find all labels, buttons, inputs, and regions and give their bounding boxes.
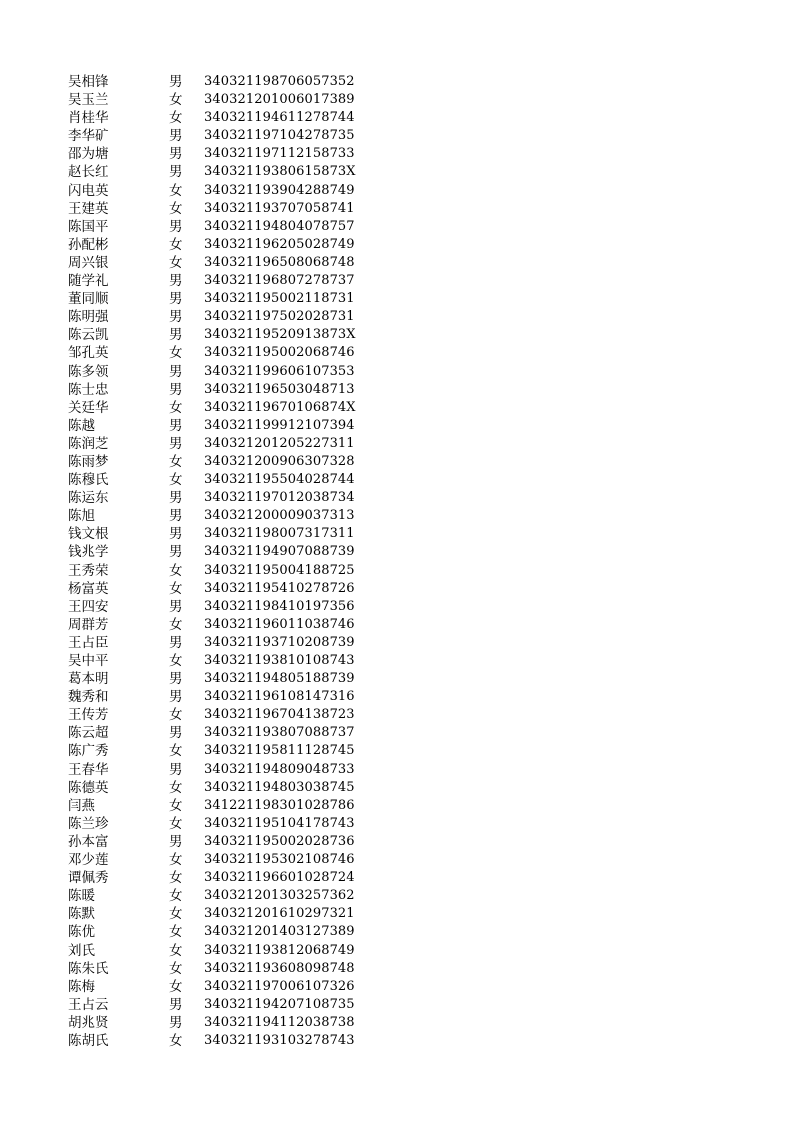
gender-cell: 男 bbox=[169, 327, 183, 344]
name-cell: 王秀荣 bbox=[68, 562, 109, 579]
table-row bbox=[68, 1032, 368, 1050]
gender-cell: 女 bbox=[169, 399, 183, 416]
name-cell: 陈士忠 bbox=[68, 381, 109, 398]
table-row bbox=[68, 453, 368, 471]
table-row bbox=[68, 779, 368, 797]
gender-cell: 男 bbox=[169, 363, 183, 380]
id-number-cell: 340321196011038746 bbox=[204, 616, 355, 632]
table-row bbox=[68, 706, 368, 724]
gender-cell: 男 bbox=[169, 833, 183, 850]
table-row bbox=[68, 507, 368, 525]
name-cell: 周兴银 bbox=[68, 254, 109, 271]
name-cell: 陈旭 bbox=[68, 508, 95, 525]
id-number-cell: 340321194907088739 bbox=[204, 544, 355, 560]
name-cell: 陈广秀 bbox=[68, 743, 109, 760]
name-cell: 周群芳 bbox=[68, 616, 109, 633]
gender-cell: 女 bbox=[169, 942, 183, 959]
gender-cell: 男 bbox=[169, 417, 183, 434]
gender-cell: 女 bbox=[169, 1032, 183, 1049]
name-cell: 陈越 bbox=[68, 417, 95, 434]
table-row bbox=[68, 399, 368, 417]
id-number-cell: 340321197112158733 bbox=[204, 146, 355, 162]
gender-cell: 男 bbox=[169, 74, 183, 90]
name-cell: 陈多领 bbox=[68, 363, 109, 380]
id-number-cell: 340321201205227311 bbox=[204, 435, 355, 451]
gender-cell: 男 bbox=[169, 128, 183, 145]
table-row bbox=[68, 435, 368, 453]
name-cell: 魏秀和 bbox=[68, 689, 109, 706]
id-number-cell: 340321195302108746 bbox=[204, 852, 355, 868]
table-row bbox=[68, 652, 368, 670]
table-row bbox=[68, 489, 368, 507]
id-number-cell: 340321194804078757 bbox=[204, 218, 355, 234]
gender-cell: 男 bbox=[169, 689, 183, 706]
name-cell: 吴相锋 bbox=[68, 74, 109, 90]
name-cell: 孙配彬 bbox=[68, 236, 109, 253]
table-row bbox=[68, 815, 368, 833]
name-cell: 随学礼 bbox=[68, 273, 109, 290]
table-row bbox=[68, 851, 368, 869]
name-cell: 赵长红 bbox=[68, 164, 109, 181]
table-row bbox=[68, 634, 368, 652]
gender-cell: 男 bbox=[169, 544, 183, 561]
table-row bbox=[68, 254, 368, 272]
table-row bbox=[68, 73, 368, 91]
gender-cell: 男 bbox=[169, 1014, 183, 1031]
table-row bbox=[68, 960, 368, 978]
id-number-cell: 340321201610297321 bbox=[204, 906, 355, 922]
id-number-cell: 340321195002068746 bbox=[204, 345, 355, 361]
table-row bbox=[68, 381, 368, 399]
name-cell: 谭佩秀 bbox=[68, 870, 109, 887]
table-row bbox=[68, 290, 368, 308]
gender-cell: 男 bbox=[169, 598, 183, 615]
gender-cell: 男 bbox=[169, 218, 183, 235]
name-cell: 葛本明 bbox=[68, 671, 109, 688]
table-row bbox=[68, 996, 368, 1014]
gender-cell: 女 bbox=[169, 345, 183, 362]
table-row bbox=[68, 978, 368, 996]
id-number-cell: 340321197012038734 bbox=[204, 490, 355, 506]
name-cell: 陈暖 bbox=[68, 888, 95, 905]
table-row bbox=[68, 218, 368, 236]
id-number-cell: 340321195504028744 bbox=[204, 472, 355, 488]
id-number-cell: 340321194805188739 bbox=[204, 671, 355, 687]
gender-cell: 男 bbox=[169, 435, 183, 452]
name-cell: 吴中平 bbox=[68, 653, 109, 669]
table-row bbox=[68, 923, 368, 941]
id-number-cell: 340321193707058741 bbox=[204, 200, 355, 216]
name-cell: 杨富英 bbox=[68, 580, 109, 597]
id-number-cell: 340321200009037313 bbox=[204, 508, 355, 524]
gender-cell: 女 bbox=[169, 743, 183, 760]
gender-cell: 女 bbox=[169, 616, 183, 633]
name-cell: 钱文根 bbox=[68, 526, 109, 543]
roster-table bbox=[68, 73, 368, 1050]
id-number-cell: 340321193810108743 bbox=[204, 653, 355, 668]
id-number-cell: 340321194803038745 bbox=[204, 779, 355, 795]
table-row bbox=[68, 236, 368, 254]
gender-cell: 女 bbox=[169, 182, 183, 199]
name-cell: 王春华 bbox=[68, 761, 109, 778]
gender-cell: 女 bbox=[169, 562, 183, 579]
id-number-cell: 340321193608098748 bbox=[204, 960, 355, 976]
gender-cell: 男 bbox=[169, 761, 183, 778]
gender-cell: 男 bbox=[169, 291, 183, 308]
id-number-cell: 340321195002028736 bbox=[204, 833, 355, 849]
name-cell: 王四安 bbox=[68, 598, 109, 615]
table-row bbox=[68, 869, 368, 887]
table-row bbox=[68, 688, 368, 706]
name-cell: 陈德英 bbox=[68, 779, 109, 796]
id-number-cell: 340321194611278744 bbox=[204, 110, 355, 126]
id-number-cell: 34032119520913873X bbox=[204, 327, 356, 343]
name-cell: 王占臣 bbox=[68, 634, 109, 651]
gender-cell: 男 bbox=[169, 381, 183, 398]
table-row bbox=[68, 887, 368, 905]
id-number-cell: 340321196108147316 bbox=[204, 689, 355, 705]
name-cell: 刘氏 bbox=[68, 942, 95, 959]
name-cell: 邓少莲 bbox=[68, 852, 109, 869]
id-number-cell: 34032119670106874X bbox=[204, 399, 356, 415]
name-cell: 陈兰珍 bbox=[68, 815, 109, 832]
id-number-cell: 340321201006017389 bbox=[204, 92, 355, 108]
table-row bbox=[68, 344, 368, 362]
id-number-cell: 340321196508068748 bbox=[204, 254, 355, 270]
id-number-cell: 340321197104278735 bbox=[204, 128, 355, 144]
gender-cell: 男 bbox=[169, 490, 183, 507]
gender-cell: 男 bbox=[169, 508, 183, 525]
table-row bbox=[68, 942, 368, 960]
name-cell: 陈运东 bbox=[68, 490, 109, 507]
name-cell: 邵为塘 bbox=[68, 146, 109, 163]
id-number-cell: 340321196205028749 bbox=[204, 236, 355, 252]
table-row bbox=[68, 363, 368, 381]
id-number-cell: 340321198706057352 bbox=[204, 74, 355, 89]
id-number-cell: 340321193904288749 bbox=[204, 182, 355, 198]
table-row bbox=[68, 598, 368, 616]
name-cell: 孙本富 bbox=[68, 833, 109, 850]
table-row bbox=[68, 616, 368, 634]
gender-cell: 女 bbox=[169, 924, 183, 941]
table-row bbox=[68, 163, 368, 181]
gender-cell: 女 bbox=[169, 580, 183, 597]
gender-cell: 女 bbox=[169, 815, 183, 832]
gender-cell: 女 bbox=[169, 92, 183, 109]
name-cell: 关廷华 bbox=[68, 399, 109, 416]
name-cell: 胡兆贤 bbox=[68, 1014, 109, 1031]
name-cell: 肖桂华 bbox=[68, 110, 109, 127]
table-row bbox=[68, 417, 368, 435]
id-number-cell: 340321193710208739 bbox=[204, 634, 355, 650]
table-row bbox=[68, 525, 368, 543]
name-cell: 吴玉兰 bbox=[68, 92, 109, 109]
id-number-cell: 340321199606107353 bbox=[204, 363, 355, 379]
table-row bbox=[68, 272, 368, 290]
gender-cell: 女 bbox=[169, 110, 183, 127]
table-row bbox=[68, 905, 368, 923]
gender-cell: 女 bbox=[169, 472, 183, 489]
table-row bbox=[68, 580, 368, 598]
name-cell: 邹孔英 bbox=[68, 345, 109, 362]
gender-cell: 女 bbox=[169, 779, 183, 796]
id-number-cell: 340321195004188725 bbox=[204, 562, 355, 578]
id-number-cell: 340321194809048733 bbox=[204, 761, 355, 777]
gender-cell: 女 bbox=[169, 653, 183, 669]
table-row bbox=[68, 127, 368, 145]
name-cell: 闪电英 bbox=[68, 182, 109, 199]
table-row bbox=[68, 797, 368, 815]
name-cell: 李华矿 bbox=[68, 128, 109, 145]
name-cell: 王占云 bbox=[68, 996, 109, 1013]
id-number-cell: 340321194207108735 bbox=[204, 996, 355, 1012]
table-row bbox=[68, 543, 368, 561]
id-number-cell: 340321197006107326 bbox=[204, 978, 355, 994]
name-cell: 董同顺 bbox=[68, 291, 109, 308]
name-cell: 陈胡氏 bbox=[68, 1032, 109, 1049]
table-row bbox=[68, 308, 368, 326]
id-number-cell: 34032119380615873X bbox=[204, 164, 356, 180]
id-number-cell: 340321198007317311 bbox=[204, 526, 355, 542]
gender-cell: 女 bbox=[169, 888, 183, 905]
gender-cell: 女 bbox=[169, 797, 183, 814]
id-number-cell: 340321195410278726 bbox=[204, 580, 355, 596]
gender-cell: 女 bbox=[169, 254, 183, 271]
id-number-cell: 340321196601028724 bbox=[204, 870, 355, 886]
gender-cell: 男 bbox=[169, 273, 183, 290]
id-number-cell: 340321199912107394 bbox=[204, 417, 355, 433]
name-cell: 陈优 bbox=[68, 924, 95, 941]
table-row bbox=[68, 562, 368, 580]
id-number-cell: 341221198301028786 bbox=[204, 797, 355, 813]
name-cell: 陈梅 bbox=[68, 978, 95, 995]
name-cell: 陈云凯 bbox=[68, 327, 109, 344]
gender-cell: 女 bbox=[169, 453, 183, 470]
name-cell: 陈国平 bbox=[68, 218, 109, 235]
id-number-cell: 340321196704138723 bbox=[204, 707, 355, 723]
gender-cell: 男 bbox=[169, 996, 183, 1013]
id-number-cell: 340321193103278743 bbox=[204, 1032, 355, 1048]
gender-cell: 男 bbox=[169, 634, 183, 651]
id-number-cell: 340321200906307328 bbox=[204, 453, 355, 469]
name-cell: 陈云超 bbox=[68, 725, 109, 742]
name-cell: 王建英 bbox=[68, 200, 109, 217]
gender-cell: 女 bbox=[169, 852, 183, 869]
table-row bbox=[68, 326, 368, 344]
table-row bbox=[68, 109, 368, 127]
gender-cell: 女 bbox=[169, 707, 183, 724]
id-number-cell: 340321195811128745 bbox=[204, 743, 355, 759]
table-row bbox=[68, 833, 368, 851]
id-number-cell: 340321193812068749 bbox=[204, 942, 355, 958]
table-row bbox=[68, 1014, 368, 1032]
name-cell: 陈明强 bbox=[68, 309, 109, 326]
table-row bbox=[68, 91, 368, 109]
name-cell: 陈朱氏 bbox=[68, 960, 109, 977]
gender-cell: 男 bbox=[169, 671, 183, 688]
name-cell: 钱兆学 bbox=[68, 544, 109, 561]
id-number-cell: 340321201303257362 bbox=[204, 888, 355, 904]
table-row bbox=[68, 670, 368, 688]
gender-cell: 男 bbox=[169, 309, 183, 326]
name-cell: 闫燕 bbox=[68, 797, 95, 814]
name-cell: 王传芳 bbox=[68, 707, 109, 724]
name-cell: 陈润芝 bbox=[68, 435, 109, 452]
table-row bbox=[68, 742, 368, 760]
table-row bbox=[68, 471, 368, 489]
table-row bbox=[68, 761, 368, 779]
name-cell: 陈穆氏 bbox=[68, 472, 109, 489]
id-number-cell: 340321197502028731 bbox=[204, 309, 355, 325]
gender-cell: 女 bbox=[169, 200, 183, 217]
gender-cell: 男 bbox=[169, 146, 183, 163]
id-number-cell: 340321195104178743 bbox=[204, 815, 355, 831]
table-row bbox=[68, 724, 368, 742]
gender-cell: 女 bbox=[169, 906, 183, 923]
gender-cell: 男 bbox=[169, 725, 183, 742]
gender-cell: 女 bbox=[169, 978, 183, 995]
table-row bbox=[68, 145, 368, 163]
name-cell: 陈默 bbox=[68, 906, 95, 923]
id-number-cell: 340321196807278737 bbox=[204, 273, 355, 289]
id-number-cell: 340321196503048713 bbox=[204, 381, 355, 397]
id-number-cell: 340321193807088737 bbox=[204, 725, 355, 741]
id-number-cell: 340321201403127389 bbox=[204, 924, 355, 940]
gender-cell: 女 bbox=[169, 870, 183, 887]
gender-cell: 男 bbox=[169, 164, 183, 181]
gender-cell: 女 bbox=[169, 236, 183, 253]
gender-cell: 男 bbox=[169, 526, 183, 543]
table-row bbox=[68, 200, 368, 218]
id-number-cell: 340321194112038738 bbox=[204, 1014, 355, 1030]
name-cell: 陈雨梦 bbox=[68, 453, 109, 470]
id-number-cell: 340321195002118731 bbox=[204, 291, 355, 307]
gender-cell: 女 bbox=[169, 960, 183, 977]
id-number-cell: 340321198410197356 bbox=[204, 598, 355, 614]
table-row bbox=[68, 182, 368, 200]
